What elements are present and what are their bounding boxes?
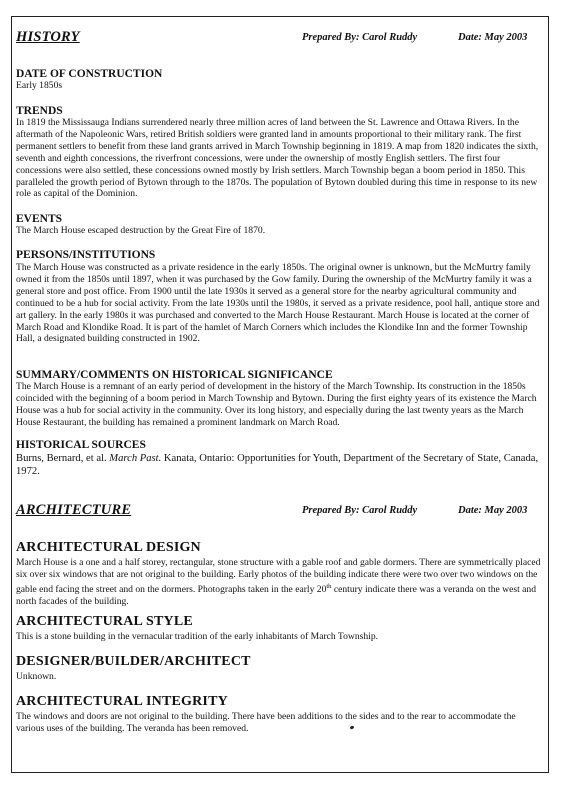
architectural-integrity-heading: ARCHITECTURAL INTEGRITY (16, 694, 228, 709)
architectural-design-heading: ARCHITECTURAL DESIGN (16, 540, 201, 555)
sources-text-before: Burns, Bernard, et al. (16, 453, 110, 464)
events-text: The March House escaped destruction by the Great Fire of 1870. (16, 225, 266, 236)
design-text-after: century indicate there was a veranda on the west and north facades of the building. (16, 584, 537, 607)
history-header (16, 29, 542, 47)
events-heading: EVENTS (16, 213, 63, 225)
architecture-header (16, 502, 542, 520)
history-prepared-by: Prepared By: Carol Ruddy (302, 32, 418, 43)
sources-heading: HISTORICAL SOURCES (16, 439, 146, 451)
design-text-before: March House is a one and a half storey, rectangular, stone structure with a gable roof and gable dormers. There are symmetrically placed six over six windows that are not original to the building. Early photos of the building indicate there were two over two windows on the gable end facing the street and on the dormers. Photographs taken in the early 20 (16, 557, 541, 595)
persons-heading: PERSONS/INSTITUTIONS (16, 249, 156, 261)
architectural-integrity-text: The windows and doors are not original to the building. There have been additions to the sides and to the rear to accommodate the various uses of the building. The veranda has been removed. (16, 711, 516, 734)
trends-text: In 1819 the Mississauga Indians surrendered nearly three million acres of land between the St. Lawrence and Ottawa Rivers. In the aftermath of the Napoleonic Wars, retired British soldiers were granted land in amounts proportional to their military rank. The first permanent settlers to benefit from these land grants arrived in March Township beginning in 1819. A map from 1820 indicates the sixth, seventh and eighth concessions, the riverfront concessions, were under the ownership of mostly English settlers. The first four concessions were also settled, these concessions owned mostly by Irish settlers. March Township began a boom period in 1850. This paralleled the growth period of Bytown through to the 1870s. The population of Bytown doubled during this time in response to its new role as capital of the Dominion. (16, 117, 539, 200)
architecture-prepared-by: Prepared By: Carol Ruddy (302, 505, 418, 516)
design-superscript: th (326, 582, 332, 590)
architectural-design-text (16, 557, 544, 608)
date-of-construction-text: Early 1850s (16, 80, 63, 91)
history-title: HISTORY (16, 29, 80, 45)
summary-text: The March House is a remnant of an early period of development in the history of the March Township. Its construction in the 1850s coincided with the beginning of a boom period in March Township and Bytown. During the first eighty years of its existence the March House was a hub for social activity in the community. Over its long history, and especially during the last twenty years as the March House Restaurant, the building has remained a prominent landmark on March Road. (16, 381, 537, 428)
architectural-style-text: This is a stone building in the vernacular tradition of the early inhabitants of March Township. (16, 631, 379, 642)
history-date: Date: May 2003 (458, 32, 528, 43)
sources-text-after: Kanata, Ontario: Opportunities for Youth, Department of the Secretary of State, Canada, 1972. (16, 453, 539, 478)
designer-text: Unknown. (16, 671, 57, 682)
architectural-style-heading: ARCHITECTURAL STYLE (16, 614, 193, 629)
architecture-date: Date: May 2003 (458, 505, 528, 516)
summary-heading: SUMMARY/COMMENTS ON HISTORICAL SIGNIFICANCE (16, 369, 333, 381)
designer-heading: DESIGNER/BUILDER/ARCHITECT (16, 654, 251, 669)
persons-text: The March House was constructed as a private residence in the early 1850s. The original owner is unknown, but the McMurtry family owned it from the 1850s until 1897, when it was purchased by the Gow family. During the ownership of the McMurtry family it was a general store and post office. From 1900 until the late 1930s it served as a general store for the nearby agricultural community and continued to be a hub for social activity. From the late 1930s until the 1980s, it served as a private residence, pool hall, antique store and art gallery. In the early 1980s it was purchased and converted to the March House Restaurant. March House is located at the corner of March Road and Klondike Road. It is part of the hamlet of March Corners which includes the Klondike Inn and the former Township Hall, a designated building constructed in 1902. (16, 262, 540, 345)
trends-heading: TRENDS (16, 105, 63, 117)
date-of-construction-heading: DATE OF CONSTRUCTION (16, 68, 163, 80)
architecture-title: ARCHITECTURE (16, 502, 132, 518)
sources-text (16, 452, 544, 479)
sources-book-title: March Past. (109, 453, 162, 464)
document-page (11, 16, 549, 773)
